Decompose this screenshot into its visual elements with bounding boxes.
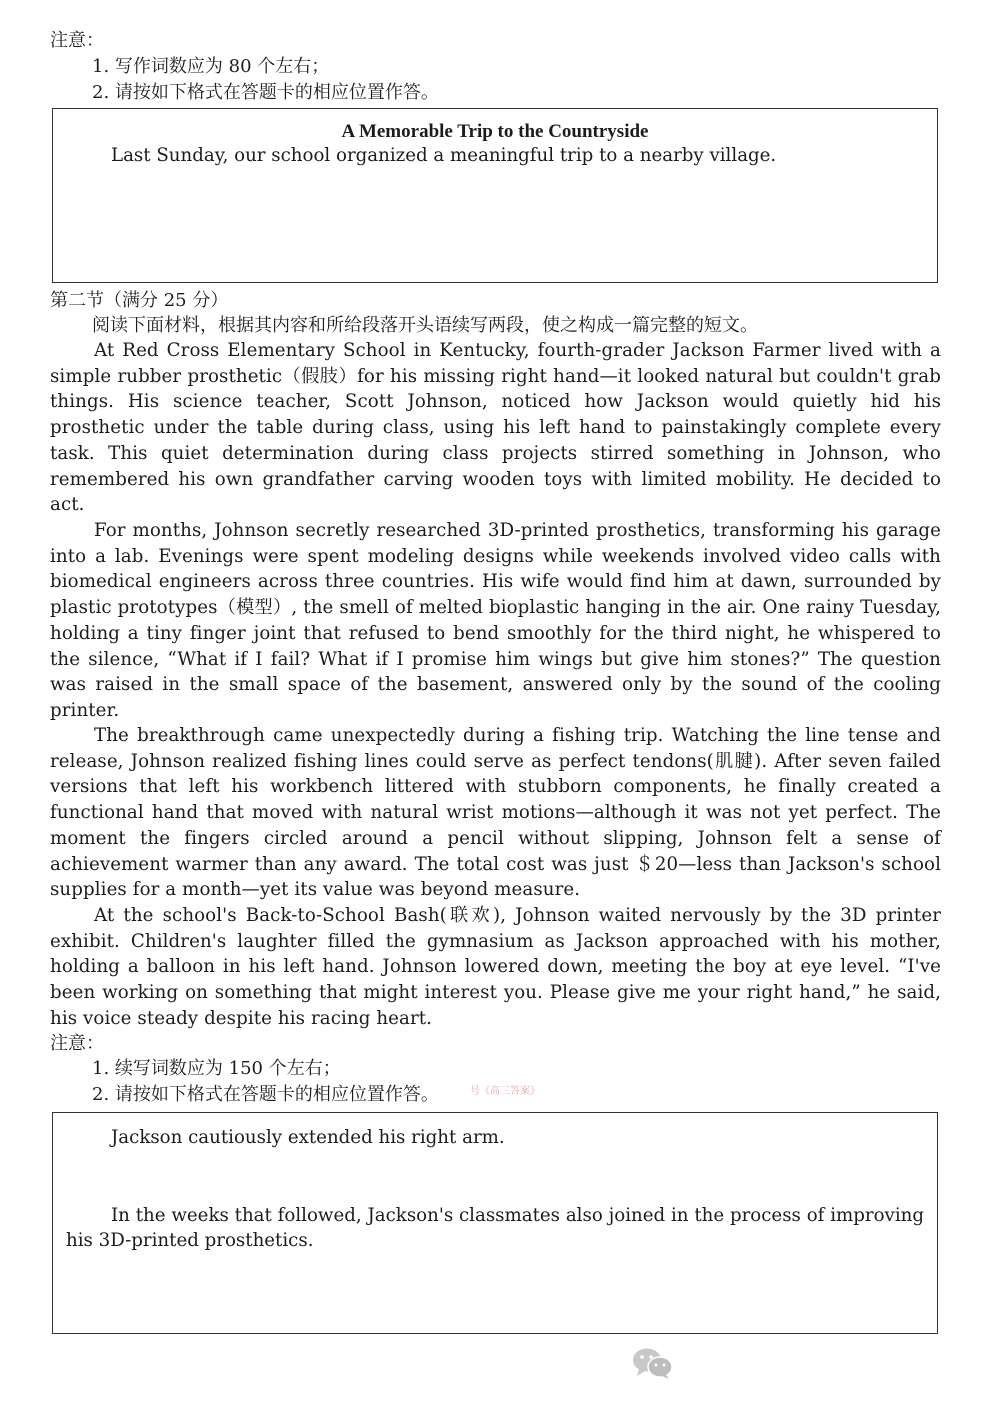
section-instruction: 阅读下面材料，根据其内容和所给段落开头语续写两段，使之构成一篇完整的短文。 [92,315,758,336]
wechat-icon [632,1346,674,1384]
writing-box-2 [52,1112,938,1334]
passage-paragraph-2: For months, Johnson secretly researched 3D-printed prosthetics, transforming his garage into a lab. Evenings were spent modeling designs while weekends involved video calls with biomedical engineers across three countries. His wife would find him at dawn, surrounded by plastic prototypes（模型）, the smell of melted bioplastic hanging in the air. One rainy Tuesday, holding a tiny finger joint that refused to bend smoothly for the third night, he whispered to the silence, “What if I fail? What if I promise him wings but give him stones?” The question was raised in the small space of the basement, answered only by the sound of the cooling printer. [50,520,941,721]
section-heading: 第二节（满分 25 分） [50,290,229,311]
notes-heading: 注意： [50,30,104,51]
box-opening-sentence: Last Sunday, our school organized a meaningful trip to a nearby village. [111,145,777,166]
passage-paragraph-1: At Red Cross Elementary School in Kentucky, fourth-grader Jackson Farmer lived with a simple rubber prosthetic（假肢）for his missing right hand—it looked natural but couldn't grab things. His science teacher, Scott Johnson, noticed how Jackson would quietly hid his prosthetic under the table during class, using his left hand to painstakingly complete every task. This quiet determination during class projects stirred something in Johnson, who remembered his own grandfather carving wooden toys with limited mobility. He decided to act. [50,340,941,516]
box2-paragraph-2-opening: In the weeks that followed, Jackson's classmates also joined in the process of improving his 3D-printed prosthetics. [66,1205,924,1251]
writing-box-1 [52,108,938,283]
passage-paragraph-3: The breakthrough came unexpectedly during a fishing trip. Watching the line tense and release, Johnson realized fishing lines could serve as perfect tendons(肌腱). After seven failed versions that left his workbench littered with stubborn components, he finally created a functional hand that moved with natural wrist motions—although it was not yet perfect. The moment the fingers circled around a pencil without slipping, Johnson felt a sense of achievement warmer than any award. The total cost was just ＄20—less than Jackson's school supplies for a month—yet its value was beyond measure. [50,725,941,901]
notes-bottom-item-1: 1. 续写词数应为 150 个左右； [92,1058,341,1079]
notes-item-1: 1. 写作词数应为 80 个左右； [92,56,330,77]
box2-paragraph-1-opening: Jackson cautiously extended his right arm. [111,1127,505,1148]
notes-heading-bottom: 注意： [50,1033,104,1054]
watermark: 号《高三答案》 [470,1086,540,1097]
box-title: A Memorable Trip to the Countryside [341,121,649,142]
notes-item-2: 2. 请按如下格式在答题卡的相应位置作答。 [92,82,439,103]
notes-bottom-item-2: 2. 请按如下格式在答题卡的相应位置作答。 [92,1084,439,1105]
passage-paragraph-4: At the school's Back-to-School Bash(联欢), Johnson waited nervously by the 3D printer exhibit. Children's laughter filled the gymnasium as Jackson approached with his mother, holding a balloon in his left hand. Johnson lowered down, meeting the boy at eye level. “I've been working on something that might interest you. Please give me your right hand,” he said, his voice steady despite his racing heart. [50,905,941,1029]
